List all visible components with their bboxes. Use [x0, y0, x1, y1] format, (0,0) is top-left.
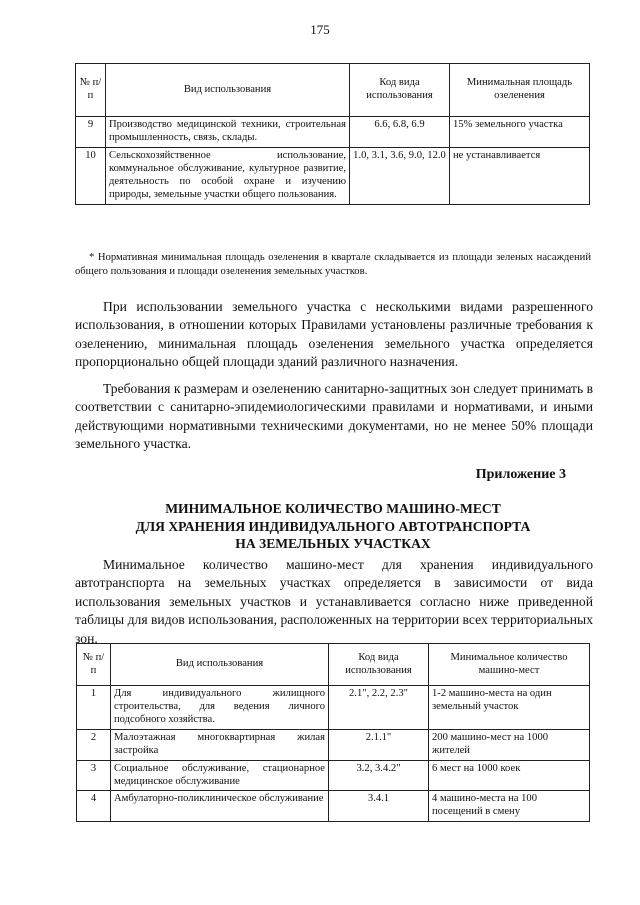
row-use-type: Производство медицинской техники, строительная промышленность, связь, склады.: [106, 117, 350, 148]
row-number: 10: [76, 147, 106, 204]
row-number: 4: [77, 791, 111, 822]
row-use-code: 3.4.1: [329, 791, 429, 822]
paragraph-sanitary-zones: Требования к размерам и озеленению санитарно-защитных зон следует принимать в соответствии с санитарно-эпидемиологическими правилами и нормативами, и иными действующими нормативными техническими документами, но не менее 50% площади земельного участка.: [75, 381, 593, 452]
header-use-type: Вид использования: [111, 644, 329, 686]
table-row: [77, 686, 590, 730]
header-use-code: Код вида использования: [350, 64, 450, 117]
paragraph-parking-intro: Минимальное количество машино-мест для хранения индивидуального автотранспорта на земельных участках определяется в зависимости от вида использования земельных участков и устанавливается согласно ниже приведенной таблицы для видов использования, расположенных на территории всех территориальных зон.: [75, 557, 593, 646]
row-min-value: 1-2 машино-места на один земельный участок: [429, 686, 590, 730]
table-row: [77, 760, 590, 791]
heading-line: МИНИМАЛЬНОЕ КОЛИЧЕСТВО МАШИНО-МЕСТ: [165, 501, 501, 516]
header-number: № п/п: [77, 644, 111, 686]
table-row: [77, 729, 590, 760]
header-use-code: Код вида использования: [329, 644, 429, 686]
header-use-type: Вид использования: [106, 64, 350, 117]
row-use-code: 6.6, 6.8, 6.9: [350, 117, 450, 148]
row-number: 3: [77, 760, 111, 791]
row-use-type: Социальное обслуживание, стационарное медицинское обслуживание: [111, 760, 329, 791]
table-row: [76, 147, 590, 204]
row-use-code: 3.2, 3.4.2": [329, 760, 429, 791]
table-row: [76, 117, 590, 148]
row-use-type: Малоэтажная многоквартирная жилая застройка: [111, 729, 329, 760]
table-row: [77, 791, 590, 822]
header-min-green-area: Минимальная площадь озеленения: [450, 64, 590, 117]
parking-spaces-table: [76, 643, 590, 822]
row-number: 9: [76, 117, 106, 148]
section-heading: [75, 500, 591, 553]
row-min-value: 200 машино-мест на 1000 жителей: [429, 729, 590, 760]
row-min-value: не устанавливается: [450, 147, 590, 204]
heading-line: НА ЗЕМЕЛЬНЫХ УЧАСТКАХ: [235, 536, 431, 552]
row-number: 1: [77, 686, 111, 730]
row-use-code: 2.1", 2.2, 2.3": [329, 686, 429, 730]
table-header-row: [77, 644, 590, 686]
row-use-code: 1.0, 3.1, 3.6, 9.0, 12.0: [350, 147, 450, 204]
header-number: № п/п: [76, 64, 106, 117]
row-use-type: Амбулаторно-поликлиническое обслуживание: [111, 791, 329, 822]
row-use-type: Для индивидуального жилищного строительства, для ведения личного подсобного хозяйства.: [111, 686, 329, 730]
header-min-parking: Минимальное количество машино-мест: [429, 644, 590, 686]
page-number: 175: [310, 22, 330, 37]
paragraph-multiple-uses: При использовании земельного участка с несколькими видами разрешенного использования, в отношении которых Правилами установлены различные требования к озеленению, минимальная площадь озеленения земельного участка определяется пропорционально общей площади зданий различного назначения.: [75, 299, 593, 370]
green-area-table: [75, 63, 590, 205]
row-use-code: 2.1.1": [329, 729, 429, 760]
table-footnote: * Нормативная минимальная площадь озеленения в квартале складывается из площади зеленых насаждений общего пользования и площади озеленения земельных участков.: [75, 252, 591, 278]
appendix-label: Приложение 3: [475, 467, 566, 482]
row-min-value: 6 мест на 1000 коек: [429, 760, 590, 791]
row-number: 2: [77, 729, 111, 760]
row-use-type: Сельскохозяйственное использование, коммунальное обслуживание, культурное развитие, деятельность по особой охране и изучению природы, земельные участки общего пользования.: [106, 147, 350, 204]
row-min-value: 4 машино-места на 100 посещений в смену: [429, 791, 590, 822]
row-min-value: 15% земельного участка: [450, 117, 590, 148]
table-header-row: [76, 64, 590, 117]
heading-line: ДЛЯ ХРАНЕНИЯ ИНДИВИДУАЛЬНОГО АВТОТРАНСПОРТА: [135, 518, 531, 534]
